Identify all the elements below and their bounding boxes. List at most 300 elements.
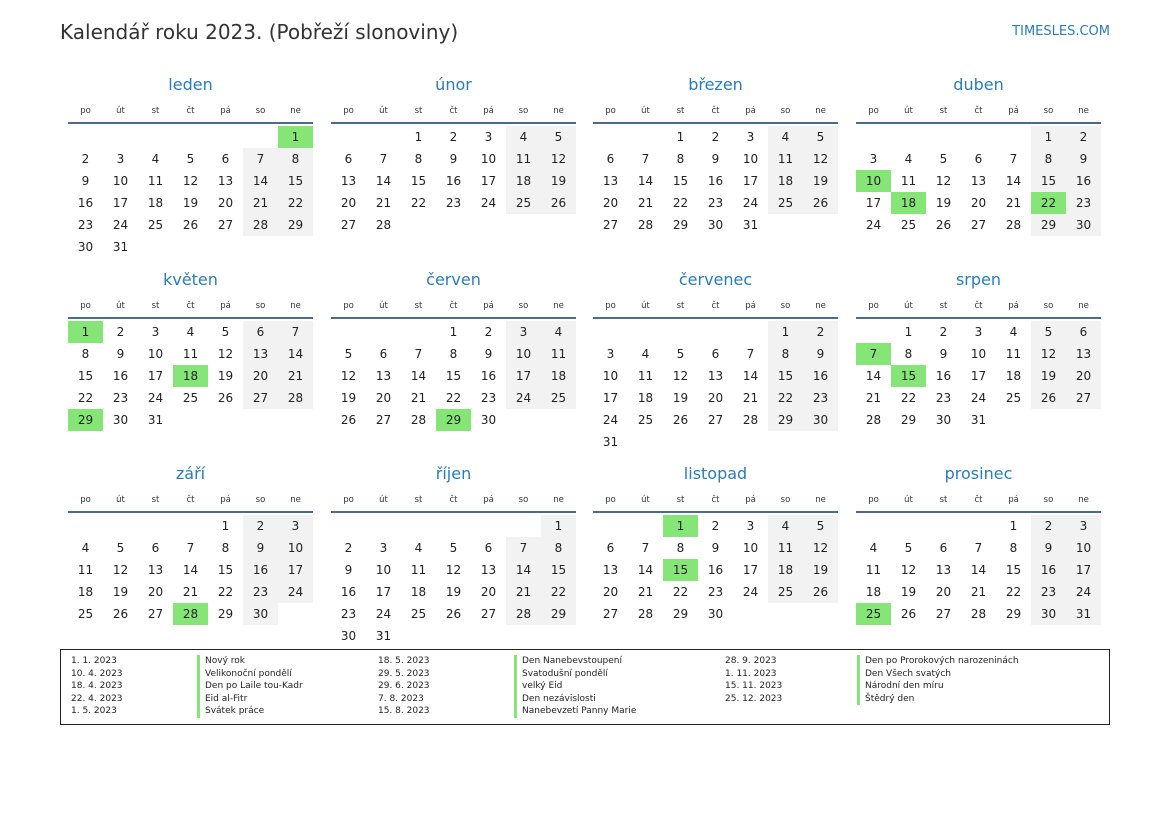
weekend-day-cell[interactable]: 8	[768, 343, 803, 365]
day-cell[interactable]: 1	[904, 325, 913, 339]
weekend-day-cell[interactable]: 19	[541, 170, 576, 192]
day-cell[interactable]: 31	[375, 629, 392, 643]
weekend-day-cell[interactable]: 18	[768, 559, 803, 581]
day-cell[interactable]: 25	[1005, 391, 1022, 405]
day-cell[interactable]: 28	[865, 413, 882, 427]
day-cell[interactable]: 18	[147, 196, 164, 210]
weekend-day-cell[interactable]: 19	[1031, 365, 1066, 387]
day-cell[interactable]: 31	[742, 218, 759, 232]
day-cell[interactable]: 19	[672, 391, 689, 405]
day-cell[interactable]: 19	[340, 391, 357, 405]
day-cell[interactable]: 6	[221, 152, 230, 166]
day-cell[interactable]: 6	[939, 541, 948, 555]
day-cell[interactable]: 8	[676, 541, 685, 555]
day-cell[interactable]: 15	[410, 174, 427, 188]
day-cell[interactable]: 22	[445, 391, 462, 405]
day-cell[interactable]: 30	[480, 413, 497, 427]
day-cell[interactable]: 21	[970, 585, 987, 599]
day-cell[interactable]: 23	[445, 196, 462, 210]
weekend-day-cell[interactable]: 11	[506, 148, 541, 170]
day-cell[interactable]: 9	[449, 152, 458, 166]
holiday-day-cell[interactable]: 29	[68, 409, 103, 431]
weekend-day-cell[interactable]: 6	[243, 321, 278, 343]
day-cell[interactable]: 6	[151, 541, 160, 555]
holiday-day-cell[interactable]: 1	[68, 321, 103, 343]
day-cell[interactable]: 17	[147, 369, 164, 383]
day-cell[interactable]: 2	[484, 325, 493, 339]
day-cell[interactable]: 4	[904, 152, 913, 166]
holiday-day-cell[interactable]: 10	[856, 170, 891, 192]
day-cell[interactable]: 14	[865, 369, 882, 383]
day-cell[interactable]: 25	[900, 218, 917, 232]
day-cell[interactable]: 13	[375, 369, 392, 383]
weekend-day-cell[interactable]: 20	[1066, 365, 1101, 387]
day-cell[interactable]: 6	[974, 152, 983, 166]
day-cell[interactable]: 14	[637, 174, 654, 188]
day-cell[interactable]: 27	[602, 607, 619, 621]
weekend-day-cell[interactable]: 21	[506, 581, 541, 603]
day-cell[interactable]: 13	[935, 563, 952, 577]
day-cell[interactable]: 9	[116, 347, 125, 361]
day-cell[interactable]: 8	[221, 541, 230, 555]
day-cell[interactable]: 5	[116, 541, 125, 555]
day-cell[interactable]: 21	[637, 196, 654, 210]
day-cell[interactable]: 9	[939, 347, 948, 361]
day-cell[interactable]: 6	[344, 152, 353, 166]
day-cell[interactable]: 28	[637, 218, 654, 232]
day-cell[interactable]: 19	[445, 585, 462, 599]
weekend-day-cell[interactable]: 28	[243, 214, 278, 236]
day-cell[interactable]: 31	[602, 435, 619, 449]
day-cell[interactable]: 21	[182, 585, 199, 599]
day-cell[interactable]: 3	[746, 130, 755, 144]
weekend-day-cell[interactable]: 14	[506, 559, 541, 581]
day-cell[interactable]: 8	[676, 152, 685, 166]
day-cell[interactable]: 25	[410, 607, 427, 621]
weekend-day-cell[interactable]: 11	[768, 537, 803, 559]
day-cell[interactable]: 1	[221, 519, 230, 533]
weekend-day-cell[interactable]: 15	[541, 559, 576, 581]
day-cell[interactable]: 16	[445, 174, 462, 188]
day-cell[interactable]: 10	[602, 369, 619, 383]
day-cell[interactable]: 14	[410, 369, 427, 383]
weekend-day-cell[interactable]: 15	[278, 170, 313, 192]
day-cell[interactable]: 24	[865, 218, 882, 232]
day-cell[interactable]: 26	[672, 413, 689, 427]
day-cell[interactable]: 13	[707, 369, 724, 383]
day-cell[interactable]: 4	[414, 541, 423, 555]
day-cell[interactable]: 20	[707, 391, 724, 405]
day-cell[interactable]: 9	[81, 174, 90, 188]
day-cell[interactable]: 24	[742, 196, 759, 210]
weekend-day-cell[interactable]: 23	[803, 387, 838, 409]
day-cell[interactable]: 28	[1005, 218, 1022, 232]
day-cell[interactable]: 20	[935, 585, 952, 599]
day-cell[interactable]: 15	[217, 563, 234, 577]
weekend-day-cell[interactable]: 25	[768, 192, 803, 214]
weekend-day-cell[interactable]: 10	[278, 537, 313, 559]
day-cell[interactable]: 7	[746, 347, 755, 361]
weekend-day-cell[interactable]: 13	[1066, 343, 1101, 365]
weekend-day-cell[interactable]: 16	[803, 365, 838, 387]
weekend-day-cell[interactable]: 6	[1066, 321, 1101, 343]
day-cell[interactable]: 11	[900, 174, 917, 188]
holiday-day-cell[interactable]: 1	[663, 515, 698, 537]
day-cell[interactable]: 24	[970, 391, 987, 405]
day-cell[interactable]: 27	[340, 218, 357, 232]
day-cell[interactable]: 27	[147, 607, 164, 621]
day-cell[interactable]: 4	[869, 541, 878, 555]
day-cell[interactable]: 17	[375, 585, 392, 599]
day-cell[interactable]: 7	[414, 347, 423, 361]
day-cell[interactable]: 1	[1009, 519, 1018, 533]
holiday-day-cell[interactable]: 22	[1031, 192, 1066, 214]
weekend-day-cell[interactable]: 5	[803, 126, 838, 148]
day-cell[interactable]: 8	[414, 152, 423, 166]
weekend-day-cell[interactable]: 4	[541, 321, 576, 343]
weekend-day-cell[interactable]: 26	[803, 192, 838, 214]
weekend-day-cell[interactable]: 30	[1066, 214, 1101, 236]
day-cell[interactable]: 10	[742, 152, 759, 166]
weekend-day-cell[interactable]: 19	[803, 170, 838, 192]
weekend-day-cell[interactable]: 9	[243, 537, 278, 559]
day-cell[interactable]: 9	[484, 347, 493, 361]
holiday-day-cell[interactable]: 18	[891, 192, 926, 214]
day-cell[interactable]: 20	[217, 196, 234, 210]
day-cell[interactable]: 16	[707, 174, 724, 188]
day-cell[interactable]: 12	[112, 563, 129, 577]
weekend-day-cell[interactable]: 10	[1066, 537, 1101, 559]
day-cell[interactable]: 22	[217, 585, 234, 599]
day-cell[interactable]: 2	[116, 325, 125, 339]
weekend-day-cell[interactable]: 4	[768, 126, 803, 148]
day-cell[interactable]: 17	[602, 391, 619, 405]
day-cell[interactable]: 30	[935, 413, 952, 427]
day-cell[interactable]: 1	[449, 325, 458, 339]
day-cell[interactable]: 27	[935, 607, 952, 621]
weekend-day-cell[interactable]: 1	[1031, 126, 1066, 148]
day-cell[interactable]: 28	[637, 607, 654, 621]
day-cell[interactable]: 20	[602, 196, 619, 210]
day-cell[interactable]: 23	[480, 391, 497, 405]
weekend-day-cell[interactable]: 22	[541, 581, 576, 603]
day-cell[interactable]: 3	[974, 325, 983, 339]
weekend-day-cell[interactable]: 16	[1031, 559, 1066, 581]
weekend-day-cell[interactable]: 17	[1066, 559, 1101, 581]
weekend-day-cell[interactable]: 2	[1066, 126, 1101, 148]
weekend-day-cell[interactable]: 16	[1066, 170, 1101, 192]
day-cell[interactable]: 24	[742, 585, 759, 599]
weekend-day-cell[interactable]: 21	[278, 365, 313, 387]
day-cell[interactable]: 29	[900, 413, 917, 427]
day-cell[interactable]: 19	[935, 196, 952, 210]
day-cell[interactable]: 28	[375, 218, 392, 232]
weekend-day-cell[interactable]: 15	[768, 365, 803, 387]
holiday-day-cell[interactable]: 7	[856, 343, 891, 365]
day-cell[interactable]: 29	[672, 218, 689, 232]
day-cell[interactable]: 2	[711, 130, 720, 144]
day-cell[interactable]: 6	[606, 152, 615, 166]
weekend-day-cell[interactable]: 24	[506, 387, 541, 409]
day-cell[interactable]: 6	[711, 347, 720, 361]
weekend-day-cell[interactable]: 12	[541, 148, 576, 170]
weekend-day-cell[interactable]: 23	[1031, 581, 1066, 603]
holiday-day-cell[interactable]: 29	[436, 409, 471, 431]
day-cell[interactable]: 15	[445, 369, 462, 383]
day-cell[interactable]: 24	[602, 413, 619, 427]
day-cell[interactable]: 6	[484, 541, 493, 555]
weekend-day-cell[interactable]: 26	[1031, 387, 1066, 409]
day-cell[interactable]: 12	[217, 347, 234, 361]
day-cell[interactable]: 7	[186, 541, 195, 555]
day-cell[interactable]: 17	[480, 174, 497, 188]
day-cell[interactable]: 3	[606, 347, 615, 361]
weekend-day-cell[interactable]: 28	[506, 603, 541, 625]
weekend-day-cell[interactable]: 5	[541, 126, 576, 148]
day-cell[interactable]: 20	[480, 585, 497, 599]
day-cell[interactable]: 10	[147, 347, 164, 361]
day-cell[interactable]: 26	[935, 218, 952, 232]
day-cell[interactable]: 15	[77, 369, 94, 383]
weekend-day-cell[interactable]: 7	[243, 148, 278, 170]
day-cell[interactable]: 13	[970, 174, 987, 188]
day-cell[interactable]: 4	[186, 325, 195, 339]
day-cell[interactable]: 8	[81, 347, 90, 361]
day-cell[interactable]: 11	[77, 563, 94, 577]
day-cell[interactable]: 3	[151, 325, 160, 339]
holiday-day-cell[interactable]: 25	[856, 603, 891, 625]
day-cell[interactable]: 4	[1009, 325, 1018, 339]
day-cell[interactable]: 27	[375, 413, 392, 427]
weekend-day-cell[interactable]: 27	[1066, 387, 1101, 409]
day-cell[interactable]: 12	[672, 369, 689, 383]
weekend-day-cell[interactable]: 5	[1031, 321, 1066, 343]
day-cell[interactable]: 8	[904, 347, 913, 361]
day-cell[interactable]: 5	[344, 347, 353, 361]
day-cell[interactable]: 21	[375, 196, 392, 210]
day-cell[interactable]: 17	[742, 174, 759, 188]
weekend-day-cell[interactable]: 3	[1066, 515, 1101, 537]
day-cell[interactable]: 19	[900, 585, 917, 599]
day-cell[interactable]: 22	[672, 585, 689, 599]
day-cell[interactable]: 5	[221, 325, 230, 339]
day-cell[interactable]: 28	[410, 413, 427, 427]
day-cell[interactable]: 24	[147, 391, 164, 405]
holiday-day-cell[interactable]: 15	[663, 559, 698, 581]
day-cell[interactable]: 23	[935, 391, 952, 405]
day-cell[interactable]: 11	[1005, 347, 1022, 361]
weekend-day-cell[interactable]: 1	[768, 321, 803, 343]
day-cell[interactable]: 26	[445, 607, 462, 621]
day-cell[interactable]: 12	[445, 563, 462, 577]
day-cell[interactable]: 29	[217, 607, 234, 621]
weekend-day-cell[interactable]: 11	[541, 343, 576, 365]
day-cell[interactable]: 22	[1005, 585, 1022, 599]
day-cell[interactable]: 10	[970, 347, 987, 361]
weekend-day-cell[interactable]: 8	[278, 148, 313, 170]
day-cell[interactable]: 2	[81, 152, 90, 166]
day-cell[interactable]: 13	[480, 563, 497, 577]
day-cell[interactable]: 8	[1009, 541, 1018, 555]
weekend-day-cell[interactable]: 22	[278, 192, 313, 214]
day-cell[interactable]: 2	[449, 130, 458, 144]
weekend-day-cell[interactable]: 5	[803, 515, 838, 537]
site-link[interactable]: TIMESLES.COM	[1012, 24, 1110, 39]
day-cell[interactable]: 26	[182, 218, 199, 232]
day-cell[interactable]: 24	[375, 607, 392, 621]
day-cell[interactable]: 11	[637, 369, 654, 383]
weekend-day-cell[interactable]: 13	[243, 343, 278, 365]
weekend-day-cell[interactable]: 29	[541, 603, 576, 625]
day-cell[interactable]: 21	[1005, 196, 1022, 210]
weekend-day-cell[interactable]: 24	[278, 581, 313, 603]
day-cell[interactable]: 18	[77, 585, 94, 599]
weekend-day-cell[interactable]: 15	[1031, 170, 1066, 192]
day-cell[interactable]: 9	[344, 563, 353, 577]
weekend-day-cell[interactable]: 8	[541, 537, 576, 559]
day-cell[interactable]: 3	[869, 152, 878, 166]
weekend-day-cell[interactable]: 23	[1066, 192, 1101, 214]
day-cell[interactable]: 28	[970, 607, 987, 621]
day-cell[interactable]: 21	[742, 391, 759, 405]
day-cell[interactable]: 12	[900, 563, 917, 577]
day-cell[interactable]: 19	[112, 585, 129, 599]
weekend-day-cell[interactable]: 21	[243, 192, 278, 214]
day-cell[interactable]: 20	[147, 585, 164, 599]
weekend-day-cell[interactable]: 11	[768, 148, 803, 170]
weekend-day-cell[interactable]: 10	[506, 343, 541, 365]
day-cell[interactable]: 25	[637, 413, 654, 427]
day-cell[interactable]: 27	[707, 413, 724, 427]
day-cell[interactable]: 23	[340, 607, 357, 621]
day-cell[interactable]: 21	[865, 391, 882, 405]
weekend-day-cell[interactable]: 2	[1031, 515, 1066, 537]
day-cell[interactable]: 10	[375, 563, 392, 577]
weekend-day-cell[interactable]: 26	[541, 192, 576, 214]
day-cell[interactable]: 1	[676, 130, 685, 144]
weekend-day-cell[interactable]: 17	[278, 559, 313, 581]
day-cell[interactable]: 8	[449, 347, 458, 361]
day-cell[interactable]: 22	[410, 196, 427, 210]
day-cell[interactable]: 21	[637, 585, 654, 599]
weekend-day-cell[interactable]: 14	[243, 170, 278, 192]
day-cell[interactable]: 23	[112, 391, 129, 405]
day-cell[interactable]: 19	[182, 196, 199, 210]
day-cell[interactable]: 5	[186, 152, 195, 166]
weekend-day-cell[interactable]: 29	[1031, 214, 1066, 236]
day-cell[interactable]: 7	[974, 541, 983, 555]
weekend-day-cell[interactable]: 9	[1031, 537, 1066, 559]
day-cell[interactable]: 18	[410, 585, 427, 599]
day-cell[interactable]: 25	[147, 218, 164, 232]
day-cell[interactable]: 5	[904, 541, 913, 555]
day-cell[interactable]: 16	[112, 369, 129, 383]
day-cell[interactable]: 26	[900, 607, 917, 621]
day-cell[interactable]: 2	[939, 325, 948, 339]
weekend-day-cell[interactable]: 23	[243, 581, 278, 603]
weekend-day-cell[interactable]: 29	[278, 214, 313, 236]
weekend-day-cell[interactable]: 7	[506, 537, 541, 559]
day-cell[interactable]: 30	[340, 629, 357, 643]
day-cell[interactable]: 15	[672, 174, 689, 188]
day-cell[interactable]: 23	[77, 218, 94, 232]
weekend-day-cell[interactable]: 29	[768, 409, 803, 431]
day-cell[interactable]: 3	[116, 152, 125, 166]
holiday-day-cell[interactable]: 28	[173, 603, 208, 625]
day-cell[interactable]: 17	[112, 196, 129, 210]
weekend-day-cell[interactable]: 9	[803, 343, 838, 365]
holiday-day-cell[interactable]: 1	[278, 126, 313, 148]
day-cell[interactable]: 16	[77, 196, 94, 210]
day-cell[interactable]: 30	[707, 607, 724, 621]
weekend-day-cell[interactable]: 25	[506, 192, 541, 214]
weekend-day-cell[interactable]: 12	[1031, 343, 1066, 365]
day-cell[interactable]: 3	[746, 519, 755, 533]
weekend-day-cell[interactable]: 9	[1066, 148, 1101, 170]
day-cell[interactable]: 28	[742, 413, 759, 427]
weekend-day-cell[interactable]: 24	[1066, 581, 1101, 603]
day-cell[interactable]: 6	[379, 347, 388, 361]
day-cell[interactable]: 3	[379, 541, 388, 555]
day-cell[interactable]: 27	[217, 218, 234, 232]
day-cell[interactable]: 9	[711, 152, 720, 166]
day-cell[interactable]: 30	[77, 240, 94, 254]
weekend-day-cell[interactable]: 2	[803, 321, 838, 343]
day-cell[interactable]: 15	[1005, 563, 1022, 577]
day-cell[interactable]: 7	[379, 152, 388, 166]
day-cell[interactable]: 5	[676, 347, 685, 361]
day-cell[interactable]: 17	[742, 563, 759, 577]
weekend-day-cell[interactable]: 18	[768, 170, 803, 192]
day-cell[interactable]: 12	[935, 174, 952, 188]
day-cell[interactable]: 1	[414, 130, 423, 144]
day-cell[interactable]: 13	[340, 174, 357, 188]
weekend-day-cell[interactable]: 12	[803, 148, 838, 170]
day-cell[interactable]: 25	[182, 391, 199, 405]
day-cell[interactable]: 7	[641, 541, 650, 555]
weekend-day-cell[interactable]: 25	[541, 387, 576, 409]
day-cell[interactable]: 13	[217, 174, 234, 188]
day-cell[interactable]: 11	[865, 563, 882, 577]
day-cell[interactable]: 14	[970, 563, 987, 577]
holiday-day-cell[interactable]: 18	[173, 365, 208, 387]
day-cell[interactable]: 7	[1009, 152, 1018, 166]
day-cell[interactable]: 17	[970, 369, 987, 383]
day-cell[interactable]: 24	[112, 218, 129, 232]
day-cell[interactable]: 14	[1005, 174, 1022, 188]
day-cell[interactable]: 13	[602, 174, 619, 188]
day-cell[interactable]: 10	[742, 541, 759, 555]
weekend-day-cell[interactable]: 3	[278, 515, 313, 537]
weekend-day-cell[interactable]: 7	[278, 321, 313, 343]
day-cell[interactable]: 2	[344, 541, 353, 555]
day-cell[interactable]: 13	[147, 563, 164, 577]
weekend-day-cell[interactable]: 30	[803, 409, 838, 431]
day-cell[interactable]: 27	[602, 218, 619, 232]
day-cell[interactable]: 7	[641, 152, 650, 166]
day-cell[interactable]: 3	[484, 130, 493, 144]
weekend-day-cell[interactable]: 4	[506, 126, 541, 148]
weekend-day-cell[interactable]: 16	[243, 559, 278, 581]
day-cell[interactable]: 19	[217, 369, 234, 383]
day-cell[interactable]: 22	[672, 196, 689, 210]
day-cell[interactable]: 11	[182, 347, 199, 361]
day-cell[interactable]: 2	[711, 519, 720, 533]
holiday-day-cell[interactable]: 15	[891, 365, 926, 387]
day-cell[interactable]: 10	[112, 174, 129, 188]
day-cell[interactable]: 16	[480, 369, 497, 383]
day-cell[interactable]: 29	[672, 607, 689, 621]
